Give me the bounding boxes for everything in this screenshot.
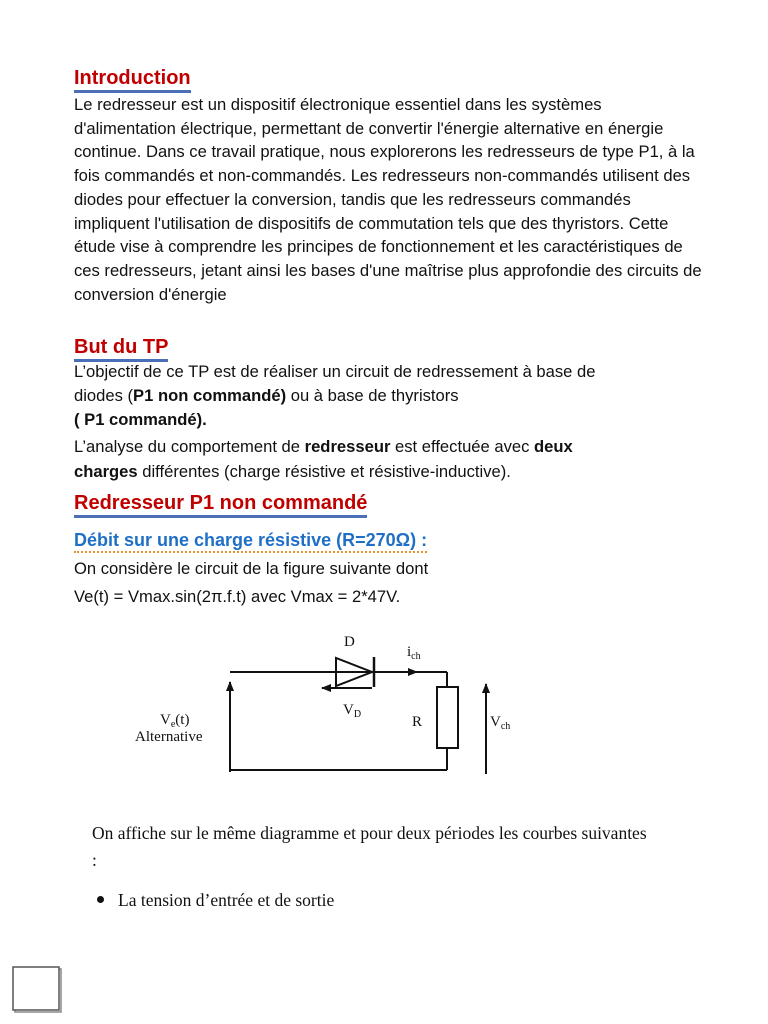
but-line-3: ( P1 commandé). — [74, 410, 207, 429]
ve-label: $V_e(t)$ — [160, 712, 190, 730]
circuit-figure — [0, 620, 768, 840]
but-du-tp-heading: But du TP — [74, 335, 168, 362]
but-line-5 — [74, 461, 511, 483]
but-line-5-bold: charges — [74, 462, 138, 481]
but-line-5-b: différentes (charge résistive et résistive-inductive). — [137, 462, 511, 481]
but-line-4-a: L’analyse du comportement de — [74, 437, 305, 456]
section-heading: Redresseur P1 non commandé — [74, 491, 367, 518]
figure-caption: On affiche sur le même diagramme et pour deux périodes les courbes suivantes : — [92, 823, 647, 870]
vch-label: $V_{ch}$ — [490, 714, 511, 732]
page-stack-icon — [10, 964, 66, 1016]
but-line-1: L’objectif de ce TP est de réaliser un circuit de redressement à base de — [74, 362, 596, 381]
but-line-4-bold-1: redresseur — [304, 437, 391, 456]
bullet-item — [97, 888, 334, 912]
introduction-paragraph: Le redresseur est un dispositif électronique essentiel dans les systèmes d'alimentation électrique, permettant de convertir l'énergie alternative en énergie continue. Dans ce travail pratique, nous explorerons les redresseurs de type P1, à la fois commandés et non-commandés. Les redresseurs non-commandés utilisent des diodes pour effectuer la conversion, tandis que les redresseurs commandés impliquent l'utilisation de dispositifs de commutation tels que des thyristors. Cette étude vise à comprendre les principes de fonctionnement et les caractéristiques de ces redresseurs, jetant ainsi les bases d'une maîtrise plus approfondie des circuits de conversion d'énergie — [74, 95, 702, 304]
but-line-2-bold: P1 non commandé) — [133, 386, 287, 405]
section-line-2: Ve(t) = Vmax.sin(2π.f.t) avec Vmax = 2*47V. — [74, 587, 401, 606]
section-line-1: On considère le circuit de la figure suivante dont — [74, 559, 429, 578]
resistor-label: R — [412, 714, 423, 730]
resistor-symbol — [437, 687, 458, 748]
but-line-2-c: ou à base de thyristors — [286, 386, 459, 405]
alternative-label: Alternative — [135, 729, 203, 745]
subsection-heading: Débit sur une charge résistive (R=270Ω) : — [74, 529, 427, 553]
but-line-2 — [74, 385, 459, 407]
current-label: $i_{ch}$ — [407, 644, 421, 662]
vd-label: $V_D$ — [343, 702, 362, 720]
but-line-2-a: diodes ( — [74, 386, 134, 405]
bullet-icon — [97, 896, 104, 903]
diode-label: D — [344, 634, 355, 650]
but-line-4-c: est effectuée avec — [390, 437, 535, 456]
but-line-4 — [74, 436, 573, 458]
introduction-heading: Introduction — [74, 66, 191, 93]
bullet-text: La tension d’entrée et de sortie — [118, 890, 335, 910]
but-line-4-bold-2: deux — [534, 437, 573, 456]
